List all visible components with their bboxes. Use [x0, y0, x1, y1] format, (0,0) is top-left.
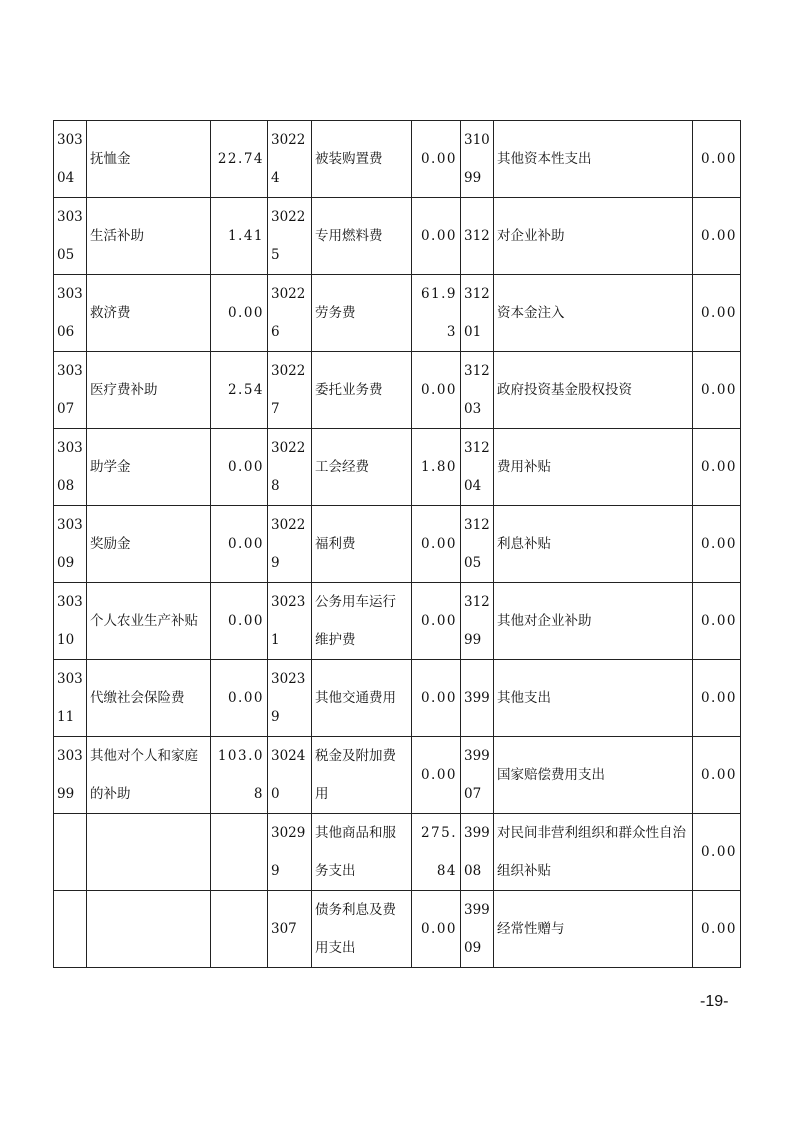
table-row: [54, 352, 741, 429]
amount-cell: 275.84: [412, 814, 461, 891]
item-name-cell: 公务用车运行维护费: [312, 583, 412, 660]
amount-cell: 0.00: [693, 429, 741, 506]
amount-cell: 2.54: [211, 352, 268, 429]
amount-cell: 22.74: [211, 121, 268, 198]
page-number: -19-: [700, 993, 729, 1010]
item-name-cell: 资本金注入: [494, 275, 693, 352]
item-name-cell: 其他对个人和家庭的补助: [87, 737, 211, 814]
amount-cell: 0.00: [693, 660, 741, 737]
table-row: [54, 583, 741, 660]
code-cell: 307: [268, 891, 312, 968]
item-name-cell: 费用补贴: [494, 429, 693, 506]
code-cell: 31203: [461, 352, 494, 429]
amount-cell: 0.00: [693, 275, 741, 352]
item-name-cell: 抚恤金: [87, 121, 211, 198]
amount-cell: 0.00: [693, 198, 741, 275]
amount-cell: 1.41: [211, 198, 268, 275]
code-cell: 30304: [54, 121, 87, 198]
amount-cell: 0.00: [211, 506, 268, 583]
amount-cell: 0.00: [412, 121, 461, 198]
code-cell: 30231: [268, 583, 312, 660]
amount-cell: 0.00: [412, 506, 461, 583]
code-cell: 30227: [268, 352, 312, 429]
item-name-cell: 工会经费: [312, 429, 412, 506]
table-row: [54, 891, 741, 968]
code-cell: 399: [461, 660, 494, 737]
table-row: [54, 429, 741, 506]
amount-cell: 0.00: [412, 891, 461, 968]
code-cell: [54, 891, 87, 968]
code-cell: 30226: [268, 275, 312, 352]
code-cell: 30310: [54, 583, 87, 660]
code-cell: 30228: [268, 429, 312, 506]
code-cell: 30229: [268, 506, 312, 583]
code-cell: 39908: [461, 814, 494, 891]
item-name-cell: 其他资本性支出: [494, 121, 693, 198]
amount-cell: 0.00: [693, 891, 741, 968]
table-row: [54, 198, 741, 275]
code-cell: 30309: [54, 506, 87, 583]
amount-cell: 0.00: [412, 583, 461, 660]
item-name-cell: [87, 814, 211, 891]
item-name-cell: 利息补贴: [494, 506, 693, 583]
item-name-cell: 其他支出: [494, 660, 693, 737]
amount-cell: 1.80: [412, 429, 461, 506]
table-row: [54, 121, 741, 198]
item-name-cell: 国家赔偿费用支出: [494, 737, 693, 814]
item-name-cell: 其他商品和服务支出: [312, 814, 412, 891]
amount-cell: 0.00: [211, 583, 268, 660]
code-cell: 31299: [461, 583, 494, 660]
item-name-cell: [87, 891, 211, 968]
code-cell: 30308: [54, 429, 87, 506]
item-name-cell: 税金及附加费用: [312, 737, 412, 814]
code-cell: 31201: [461, 275, 494, 352]
amount-cell: 0.00: [693, 352, 741, 429]
item-name-cell: 经常性赠与: [494, 891, 693, 968]
expenditure-table: [53, 120, 741, 968]
item-name-cell: 对企业补助: [494, 198, 693, 275]
table-row: [54, 506, 741, 583]
item-name-cell: 代缴社会保险费: [87, 660, 211, 737]
item-name-cell: 救济费: [87, 275, 211, 352]
code-cell: 30224: [268, 121, 312, 198]
item-name-cell: 债务利息及费用支出: [312, 891, 412, 968]
code-cell: 30240: [268, 737, 312, 814]
item-name-cell: 医疗费补助: [87, 352, 211, 429]
item-name-cell: 助学金: [87, 429, 211, 506]
amount-cell: [211, 814, 268, 891]
code-cell: 31205: [461, 506, 494, 583]
table-row: [54, 737, 741, 814]
code-cell: [54, 814, 87, 891]
amount-cell: 0.00: [693, 814, 741, 891]
code-cell: 30311: [54, 660, 87, 737]
code-cell: 31204: [461, 429, 494, 506]
amount-cell: 61.93: [412, 275, 461, 352]
amount-cell: [211, 891, 268, 968]
amount-cell: 0.00: [693, 121, 741, 198]
item-name-cell: 生活补助: [87, 198, 211, 275]
code-cell: 30225: [268, 198, 312, 275]
code-cell: 30299: [268, 814, 312, 891]
item-name-cell: 政府投资基金股权投资: [494, 352, 693, 429]
amount-cell: 0.00: [412, 737, 461, 814]
code-cell: 30307: [54, 352, 87, 429]
item-name-cell: 劳务费: [312, 275, 412, 352]
amount-cell: 0.00: [412, 352, 461, 429]
item-name-cell: 福利费: [312, 506, 412, 583]
amount-cell: 0.00: [693, 737, 741, 814]
code-cell: 30305: [54, 198, 87, 275]
code-cell: 30399: [54, 737, 87, 814]
item-name-cell: 个人农业生产补贴: [87, 583, 211, 660]
item-name-cell: 对民间非营利组织和群众性自治组织补贴: [494, 814, 693, 891]
item-name-cell: 委托业务费: [312, 352, 412, 429]
item-name-cell: 其他对企业补助: [494, 583, 693, 660]
code-cell: 39909: [461, 891, 494, 968]
code-cell: 39907: [461, 737, 494, 814]
code-cell: 30239: [268, 660, 312, 737]
item-name-cell: 其他交通费用: [312, 660, 412, 737]
item-name-cell: 被装购置费: [312, 121, 412, 198]
amount-cell: 0.00: [412, 198, 461, 275]
amount-cell: 0.00: [412, 660, 461, 737]
code-cell: 30306: [54, 275, 87, 352]
table-row: [54, 814, 741, 891]
amount-cell: 0.00: [211, 275, 268, 352]
table-row: [54, 660, 741, 737]
amount-cell: 0.00: [693, 506, 741, 583]
amount-cell: 103.08: [211, 737, 268, 814]
code-cell: 31099: [461, 121, 494, 198]
item-name-cell: 专用燃料费: [312, 198, 412, 275]
code-cell: 312: [461, 198, 494, 275]
amount-cell: 0.00: [211, 660, 268, 737]
table-row: [54, 275, 741, 352]
amount-cell: 0.00: [693, 583, 741, 660]
item-name-cell: 奖励金: [87, 506, 211, 583]
amount-cell: 0.00: [211, 429, 268, 506]
